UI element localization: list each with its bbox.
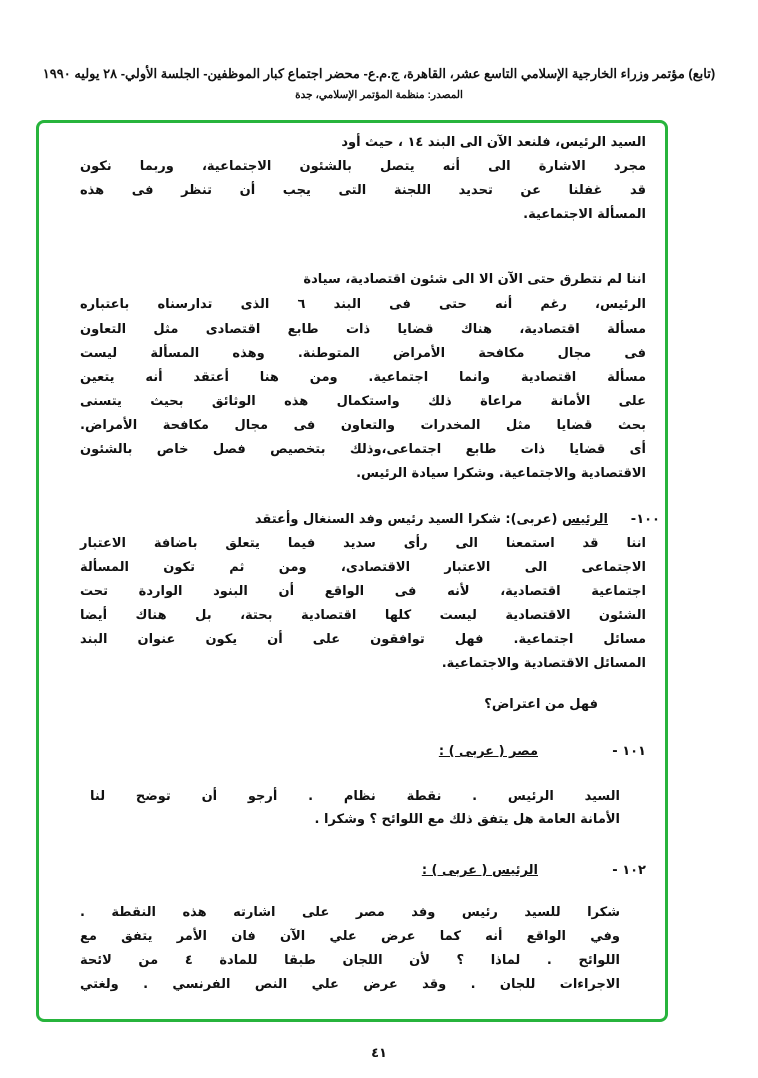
text-line: الرئيس، رغم أنه حتى فى البند ٦ الذى تدارسناه باعتباره xyxy=(80,297,646,312)
text-line: المسألة الاجتماعية. xyxy=(523,207,646,222)
text-line: المسائل الاقتصادية والاجتماعية. xyxy=(441,656,646,671)
text-line: السيد الرئيس، فلنعد الآن الى البند ١٤ ، حيث أود xyxy=(341,135,646,150)
text-line: اللوائح . لماذا ؟ لأن اللجان طبقا للمادة ٤ من لائحة xyxy=(80,953,620,968)
text-line: (عربى): شكرا السيد رئيس وفد السنغال وأعتقد xyxy=(254,512,558,527)
speaker-label xyxy=(255,511,608,529)
text-line: أى قضايا ذات طابع اجتماعى،وذلك بتخصيص فصل خاص بالشئون xyxy=(80,442,646,457)
text-line: مسألة اقتصادية وانما اجتماعية. ومن هنا أعتقد أنه يتعين xyxy=(80,370,646,385)
text-line: على الأمانة مراعاة ذلك واستكمال هذه الوثائق بحيث يتسنى xyxy=(80,394,646,409)
text-line: الأمانة العامة هل يتفق ذلك مع اللوائح ؟ وشكرا . xyxy=(314,812,620,827)
text-line: بحث قضايا مثل المخدرات والتعاون فى مجال مكافحة الأمراض. xyxy=(80,418,646,433)
page-number: ٤١ xyxy=(371,1046,387,1061)
speaker-name: الرئيس ( عربى ) : xyxy=(421,863,538,878)
item-number-100: ١٠٠- xyxy=(630,512,660,527)
text-line: قد غفلنا عن تحديد اللجنة التى يجب أن تنظر فى هذه xyxy=(80,183,646,198)
item-number-101: ١٠١ - xyxy=(612,744,646,759)
header-title: (تابع) مؤتمر وزراء الخارجية الإسلامي التاسع عشر، القاهرة، ج.م.ع- محضر اجتماع كبار الموظفين- الجلسة الأولي- ٢٨ يوليه ١٩٩٠ xyxy=(42,66,716,81)
header-source: المصدر: منظمة المؤتمر الإسلامي، جدة xyxy=(295,89,463,101)
text-line: اننا قد استمعنا الى رأى سديد فيما يتعلق باضافة الاعتبار xyxy=(80,536,646,551)
text-line: السيد الرئيس . نقطة نظام . أرجو أن توضح لنا xyxy=(90,789,620,804)
text-line: الاقتصادية والاجتماعية. وشكرا سيادة الرئيس. xyxy=(356,466,646,481)
text-line: الشئون الاقتصادية ليست كلها اقتصادية بحتة، بل هناك أيضا xyxy=(80,608,646,623)
text-line: اننا لم نتطرق حتى الآن الا الى شئون اقتصادية، سيادة xyxy=(303,272,646,287)
text-line: مسائل اجتماعية. فهل توافقون على أن يكون عنوان البند xyxy=(80,632,646,647)
text-line: فى مجال مكافحة الأمراض المتوطنة. وهذه المسألة ليست xyxy=(80,346,646,361)
text-line: الاجتماعى الى الاعتبار الاقتصادى، ومن ثم تكون المسألة xyxy=(80,560,646,575)
text-line: مسألة اقتصادية، هناك قضايا ذات طابع اقتصادى مثل التعاون xyxy=(80,322,646,337)
question-line: فهل من اعتراض؟ xyxy=(484,697,598,712)
speaker-name: الرئيس xyxy=(562,512,608,527)
text-line: اجتماعية اقتصادية، لأنه فى الواقع أن البنود الواردة تحت xyxy=(80,584,646,599)
text-line: الاجراءات للجان . وقد عرض علي النص الفرنسي . ولغتي xyxy=(80,977,620,992)
text-line: مجرد الاشارة الى أنه يتصل بالشئون الاجتماعية، وربما نكون xyxy=(80,159,646,174)
item-number-102: ١٠٢ - xyxy=(612,863,646,878)
speaker-name: مصر ( عربى ) : xyxy=(438,744,538,759)
text-line: شكرا للسيد رئيس وفد مصر على اشارته هذه النقطة . xyxy=(80,905,620,920)
text-line: وفي الواقع أنه كما عرض علي الآن فان الأمر يتفق مع xyxy=(80,929,620,944)
